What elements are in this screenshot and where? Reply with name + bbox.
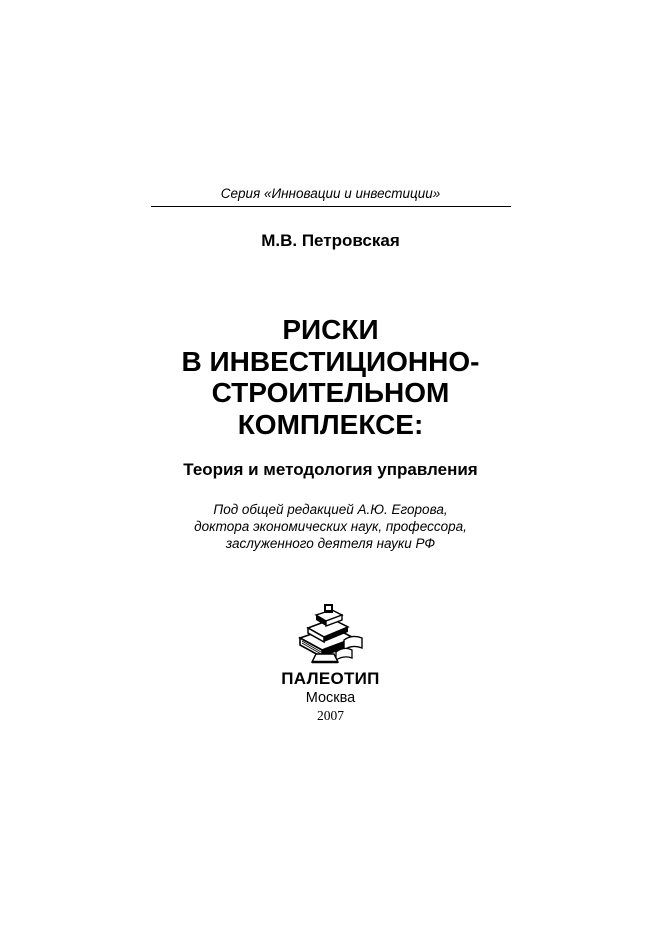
title-line: СТРОИТЕЛЬНОМ xyxy=(211,377,450,408)
book-subtitle: Теория и методология управления xyxy=(183,460,478,479)
series-line: Серия «Инновации и инвестиции» xyxy=(220,186,441,201)
publisher-name: ПАЛЕОТИП xyxy=(281,669,380,688)
editor-credit xyxy=(0,501,661,552)
publication-year: 2007 xyxy=(317,708,344,723)
divider-rule xyxy=(151,206,511,207)
editor-line: Под общей редакцией А.Ю. Егорова, xyxy=(213,502,448,517)
title-line: РИСКИ xyxy=(282,314,379,345)
publisher-city: Москва xyxy=(305,690,356,706)
book-title xyxy=(0,314,661,440)
books-logo-icon xyxy=(290,600,370,670)
author-name: М.В. Петровская xyxy=(261,231,400,250)
title-line: КОМПЛЕКСЕ: xyxy=(237,408,424,440)
editor-line: заслуженного деятеля науки РФ xyxy=(225,536,436,551)
title-line: В ИНВЕСТИЦИОННО- xyxy=(181,345,480,377)
editor-line: доктора экономических наук, профессора, xyxy=(194,519,467,534)
